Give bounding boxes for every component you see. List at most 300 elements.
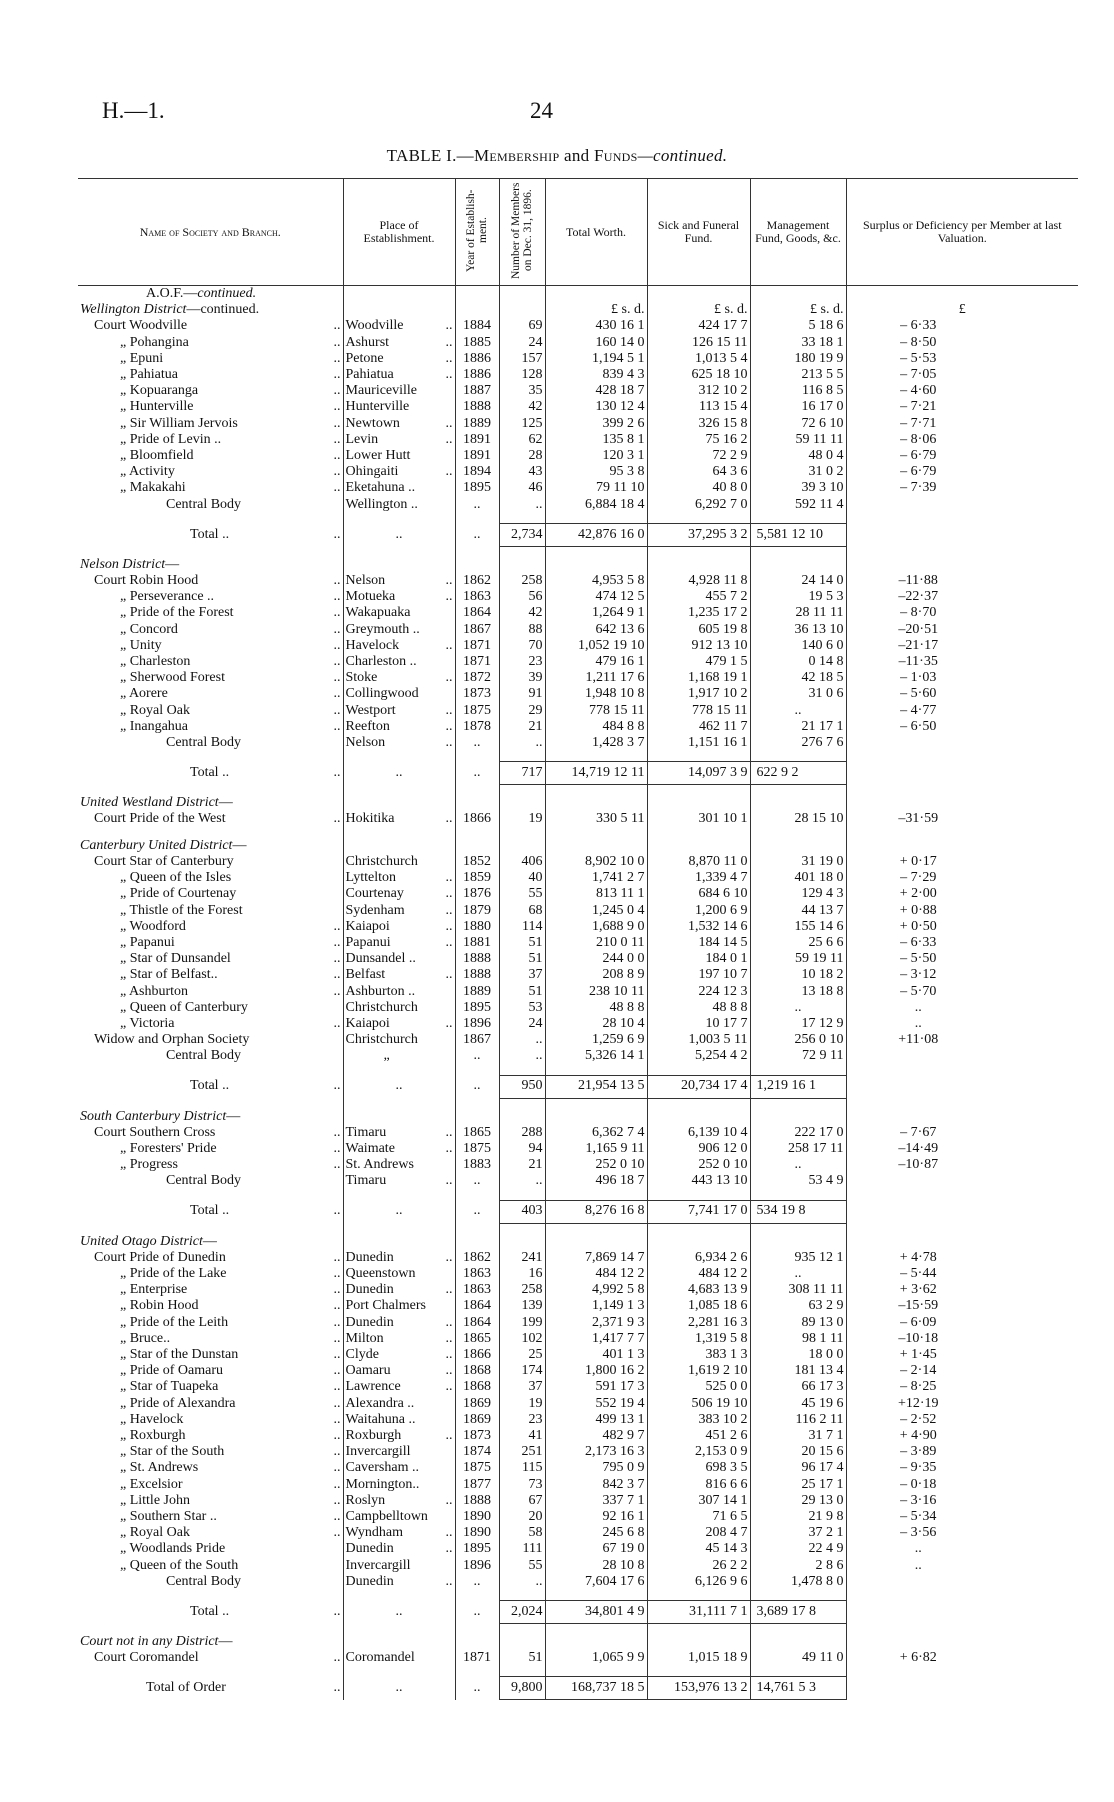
total-worth: 6,362 7 4 [545, 1125, 647, 1141]
spacer-cell [647, 828, 750, 838]
branch-row [78, 1000, 1078, 1016]
branch-place: Lawrence .. [343, 1379, 455, 1395]
member-count: 39 [499, 670, 545, 686]
year-established: 1880 [455, 919, 499, 935]
branch-row [78, 1298, 1078, 1314]
spacer-cell [545, 1624, 647, 1635]
empty-cell [647, 795, 750, 811]
total-worth: 42,876 16 0 [545, 523, 647, 546]
member-count: 29 [499, 703, 545, 719]
branch-place: Dunedin .. [343, 1250, 455, 1266]
year-established: 1881 [455, 935, 499, 951]
empty-cell [455, 1234, 499, 1250]
surplus-deficiency: – 5·70 [846, 984, 1078, 1000]
year-established: 1867 [455, 1032, 499, 1048]
surplus-deficiency: – 7·39 [846, 480, 1078, 496]
spacer-cell [846, 1223, 1078, 1234]
total-worth: 95 3 8 [545, 464, 647, 480]
year-established: .. [455, 1574, 499, 1590]
total-worth: 1,417 7 7 [545, 1331, 647, 1347]
spacer-cell [545, 1065, 647, 1076]
empty-cell [545, 557, 647, 573]
total-worth: 1,052 19 10 [545, 638, 647, 654]
spacer-cell [545, 785, 647, 796]
year-established: 1871 [455, 654, 499, 670]
col-header-year: Year of Establish-ment. [455, 179, 499, 286]
spacer-cell [343, 828, 455, 838]
spacer-cell [750, 1590, 846, 1601]
branch-row [78, 1396, 1078, 1412]
member-count: 125 [499, 416, 545, 432]
empty-cell [499, 838, 545, 854]
branch-row [78, 367, 1078, 383]
management-fund: 19 5 3 [750, 589, 846, 605]
branch-row [78, 1444, 1078, 1460]
branch-place: Waitahuna .. [343, 1412, 455, 1428]
branch-place: Collingwood [343, 686, 455, 702]
sick-funeral-fund: 698 3 5 [647, 1460, 750, 1476]
management-fund: 39 3 10 [750, 480, 846, 496]
empty-cell [455, 302, 499, 318]
branch-place: Lyttelton .. [343, 870, 455, 886]
spacer-cell [545, 1590, 647, 1601]
branch-row [78, 886, 1078, 902]
management-fund: 18 0 0 [750, 1347, 846, 1363]
spacer-cell [78, 1098, 343, 1109]
branch-row [78, 984, 1078, 1000]
branch-name: Central Body [166, 1573, 242, 1589]
total-worth: 34,801 4 9 [545, 1601, 647, 1624]
branch-place: Caversham .. [343, 1460, 455, 1476]
total-management-fund: 5,581 12 10 [750, 523, 846, 546]
surplus-deficiency: + 6·82 [846, 1650, 1078, 1666]
sick-funeral-fund: 326 15 8 [647, 416, 750, 432]
total-worth: 2,371 9 3 [545, 1315, 647, 1331]
table-header-row [78, 179, 1078, 286]
member-count: .. [499, 1048, 545, 1064]
management-fund: 13 18 8 [750, 984, 846, 1000]
management-fund: .. [750, 1266, 846, 1282]
branch-place: „ [343, 1048, 455, 1064]
branch-name: „ Star of the Dunstan .. [120, 1346, 341, 1362]
management-fund: 116 8 5 [750, 383, 846, 399]
surplus-deficiency: –15·59 [846, 1298, 1078, 1314]
district-heading-row [78, 302, 1078, 318]
member-count: 43 [499, 464, 545, 480]
spacer-cell [545, 751, 647, 762]
branch-row [78, 1048, 1078, 1064]
sick-funeral-fund: 6,292 7 0 [647, 497, 750, 513]
total-worth: 430 16 1 [545, 318, 647, 334]
branch-name: „ Kopuaranga .. [120, 383, 341, 399]
branch-name: „ Woodlands Pride [120, 1541, 226, 1557]
sick-funeral-fund: 1,339 4 7 [647, 870, 750, 886]
total-worth: 135 8 1 [545, 432, 647, 448]
spacer-cell [343, 1624, 455, 1635]
year-established: 1865 [455, 1125, 499, 1141]
year-established: 1863 [455, 1282, 499, 1298]
surplus-deficiency: + 3·62 [846, 1282, 1078, 1298]
spacer-cell [647, 1223, 750, 1234]
branch-name: Court Pride of the West .. [94, 811, 341, 827]
empty-cell [499, 1109, 545, 1125]
total-management-fund: 534 19 8 [750, 1200, 846, 1223]
management-fund: 89 13 0 [750, 1315, 846, 1331]
branch-place: Petone .. [343, 351, 455, 367]
total-worth: 484 8 8 [545, 719, 647, 735]
year-established: 1883 [455, 1157, 499, 1173]
branch-place: Christchurch [343, 1032, 455, 1048]
management-fund: 21 17 1 [750, 719, 846, 735]
total-worth: 1,741 2 7 [545, 870, 647, 886]
total-members: 2,024 [499, 1601, 545, 1624]
management-fund: 29 13 0 [750, 1493, 846, 1509]
branch-row [78, 1141, 1078, 1157]
sick-funeral-fund: 126 15 11 [647, 335, 750, 351]
management-fund: 36 13 10 [750, 622, 846, 638]
branch-row [78, 951, 1078, 967]
branch-name: Court Star of Canterbury [94, 853, 234, 869]
branch-place: Courtenay .. [343, 886, 455, 902]
spacer-cell [846, 1190, 1078, 1201]
branch-row [78, 399, 1078, 415]
branch-name: „ Excelsior .. [120, 1476, 341, 1492]
spacer-cell [455, 828, 499, 838]
surplus-deficiency: – 6·33 [846, 935, 1078, 951]
year-established: 1889 [455, 984, 499, 1000]
branch-row [78, 1347, 1078, 1363]
sick-funeral-fund: 383 1 3 [647, 1347, 750, 1363]
sick-funeral-fund: 1,151 16 1 [647, 735, 750, 751]
total-worth: 238 10 11 [545, 984, 647, 1000]
total-worth: 552 19 4 [545, 1396, 647, 1412]
grand-total-year: .. [455, 1677, 499, 1700]
total-place: .. [343, 523, 455, 546]
total-worth: 14,719 12 11 [545, 762, 647, 785]
member-count: 67 [499, 1493, 545, 1509]
empty-cell [846, 1109, 1078, 1125]
branch-place: Dunsandel .. [343, 951, 455, 967]
management-fund: .. [750, 703, 846, 719]
branch-name: „ St. Andrews .. [120, 1460, 341, 1476]
branch-name: „ Pride of Courtenay [120, 886, 237, 902]
branch-name: „ Pride of Oamaru .. [120, 1363, 341, 1379]
branch-name: „ Makakahi .. [120, 480, 341, 496]
year-established: 1864 [455, 605, 499, 621]
year-established: 1887 [455, 383, 499, 399]
district-heading: Nelson District— [80, 556, 180, 572]
management-fund: 44 13 7 [750, 903, 846, 919]
spacer-cell [647, 1065, 750, 1076]
spacer-cell [545, 1223, 647, 1234]
unit-mgmt: £ s. d. [750, 302, 846, 318]
spacer-cell [343, 513, 455, 524]
branch-name: „ Royal Oak .. [120, 1525, 341, 1541]
management-fund: 592 11 4 [750, 497, 846, 513]
total-worth: 8,902 10 0 [545, 854, 647, 870]
management-fund: 66 17 3 [750, 1379, 846, 1395]
sick-funeral-fund: 64 3 6 [647, 464, 750, 480]
total-worth: 160 14 0 [545, 335, 647, 351]
spacer-row [78, 513, 1078, 524]
sick-funeral-fund: 525 0 0 [647, 1379, 750, 1395]
total-place: .. [343, 1075, 455, 1098]
sick-funeral-fund: 208 4 7 [647, 1525, 750, 1541]
branch-name: „ Queen of the Isles [120, 870, 232, 886]
year-established: 1871 [455, 1650, 499, 1666]
member-count: .. [499, 1173, 545, 1189]
branch-name: Central Body [166, 735, 242, 751]
sick-funeral-fund: 4,928 11 8 [647, 573, 750, 589]
year-established: 1875 [455, 703, 499, 719]
branch-row [78, 935, 1078, 951]
spacer-cell [750, 546, 846, 557]
branch-name: „ Inangahua .. [120, 718, 341, 734]
total-worth: 210 0 11 [545, 935, 647, 951]
surplus-deficiency: + 4·90 [846, 1428, 1078, 1444]
sick-funeral-fund: 40 8 0 [647, 480, 750, 496]
total-label: Total .. .. [190, 765, 341, 781]
member-count: 56 [499, 589, 545, 605]
empty-cell [499, 302, 545, 318]
spacer-cell [343, 1190, 455, 1201]
surplus-deficiency: + 1·45 [846, 1347, 1078, 1363]
surplus-deficiency: – 6·79 [846, 448, 1078, 464]
district-heading: United Otago District— [80, 1233, 217, 1249]
empty-cell [750, 1109, 846, 1125]
grand-total-sick-fund: 153,976 13 2 [647, 1677, 750, 1700]
unit-surplus: £ [846, 302, 1078, 318]
sick-funeral-fund: 48 8 8 [647, 1000, 750, 1016]
member-count: 23 [499, 654, 545, 670]
management-fund: 21 9 8 [750, 1509, 846, 1525]
sick-funeral-fund: 1,015 18 9 [647, 1650, 750, 1666]
total-sick-fund: 37,295 3 2 [647, 523, 750, 546]
sick-funeral-fund: 45 14 3 [647, 1541, 750, 1557]
spacer-cell [750, 513, 846, 524]
member-count: 51 [499, 984, 545, 1000]
total-worth: 499 13 1 [545, 1412, 647, 1428]
sick-funeral-fund: 1,003 5 11 [647, 1032, 750, 1048]
branch-row [78, 919, 1078, 935]
total-worth: 1,211 17 6 [545, 670, 647, 686]
spacer-cell [455, 513, 499, 524]
col-header-place: Place of Establishment. [343, 179, 455, 286]
management-fund: 25 6 6 [750, 935, 846, 951]
total-worth: 2,173 16 3 [545, 1444, 647, 1460]
col-header-total-worth: Total Worth. [545, 179, 647, 286]
management-fund: 22 4 9 [750, 1541, 846, 1557]
col-header-society: Name of Society and Branch. [78, 179, 343, 286]
member-count: 55 [499, 1558, 545, 1574]
total-worth: 479 16 1 [545, 654, 647, 670]
member-count: 199 [499, 1315, 545, 1331]
surplus-deficiency: – 8·50 [846, 335, 1078, 351]
spacer-cell [343, 1666, 455, 1677]
member-count: 46 [499, 480, 545, 496]
spacer-cell [499, 1190, 545, 1201]
spacer-cell [545, 1190, 647, 1201]
branch-name: „ Charleston .. [120, 654, 341, 670]
year-established: 1869 [455, 1412, 499, 1428]
spacer-cell [499, 1065, 545, 1076]
spacer-cell [78, 513, 343, 524]
management-fund: 31 0 6 [750, 686, 846, 702]
branch-name: „ Pride of the Forest .. [120, 605, 341, 621]
branch-row [78, 464, 1078, 480]
member-count: 42 [499, 605, 545, 621]
branch-row [78, 1650, 1078, 1666]
branch-place: Dunedin .. [343, 1282, 455, 1298]
spacer-cell [78, 751, 343, 762]
spacer-cell [455, 546, 499, 557]
branch-name: Central Body [166, 496, 242, 512]
membership-funds-table [78, 178, 1078, 1700]
branch-place: Reefton .. [343, 719, 455, 735]
year-established: .. [455, 1173, 499, 1189]
branch-row [78, 1460, 1078, 1476]
total-worth: 1,245 0 4 [545, 903, 647, 919]
surplus-deficiency: – 2·14 [846, 1363, 1078, 1379]
year-established: 1868 [455, 1363, 499, 1379]
total-worth: 48 8 8 [545, 1000, 647, 1016]
surplus-deficiency: – 8·06 [846, 432, 1078, 448]
empty-cell [499, 1634, 545, 1650]
sick-funeral-fund: 1,532 14 6 [647, 919, 750, 935]
management-fund: 155 14 6 [750, 919, 846, 935]
branch-name: „ Little John .. [120, 1492, 341, 1508]
spacer-cell [750, 828, 846, 838]
district-total-row [78, 762, 1078, 785]
page-number: 24 [530, 98, 553, 123]
total-sick-fund: 20,734 17 4 [647, 1075, 750, 1098]
total-label: Total .. .. [190, 1203, 341, 1219]
surplus-deficiency: .. [846, 1016, 1078, 1032]
year-established: 1868 [455, 1379, 499, 1395]
branch-place: Kaiapoi .. [343, 919, 455, 935]
sick-funeral-fund: 184 14 5 [647, 935, 750, 951]
branch-name: „ Pohangina .. [120, 334, 341, 350]
spacer-cell [499, 751, 545, 762]
management-fund: .. [750, 1000, 846, 1016]
empty-cell [455, 1109, 499, 1125]
year-established: 1886 [455, 351, 499, 367]
branch-row [78, 1525, 1078, 1541]
management-fund: 53 4 9 [750, 1173, 846, 1189]
total-year: .. [455, 762, 499, 785]
spacer-cell [343, 1098, 455, 1109]
management-fund: 33 18 1 [750, 335, 846, 351]
management-fund: 63 2 9 [750, 1298, 846, 1314]
total-worth: 778 15 11 [545, 703, 647, 719]
branch-place: Roxburgh .. [343, 1428, 455, 1444]
spacer-cell [78, 1065, 343, 1076]
year-established: 1864 [455, 1298, 499, 1314]
sick-funeral-fund: 424 17 7 [647, 318, 750, 334]
spacer-cell [647, 513, 750, 524]
spacer-row [78, 1624, 1078, 1635]
spacer-cell [499, 785, 545, 796]
spacer-cell [78, 1190, 343, 1201]
branch-row [78, 1574, 1078, 1590]
branch-place: Queenstown [343, 1266, 455, 1282]
year-established: 1863 [455, 1266, 499, 1282]
member-count: .. [499, 735, 545, 751]
branch-name: Central Body [166, 1048, 242, 1064]
branch-name: Court Southern Cross .. [94, 1124, 341, 1140]
spacer-cell [846, 1666, 1078, 1677]
branch-place: Invercargill [343, 1558, 455, 1574]
spacer-cell [647, 1190, 750, 1201]
branch-place: Wakapuaka [343, 605, 455, 621]
empty-cell [846, 795, 1078, 811]
year-established: 1895 [455, 1541, 499, 1557]
member-count: .. [499, 497, 545, 513]
branch-row [78, 719, 1078, 735]
spacer-row [78, 828, 1078, 838]
year-established: 1871 [455, 638, 499, 654]
branch-row [78, 1250, 1078, 1266]
empty-cell [647, 1234, 750, 1250]
surplus-deficiency: – 8·25 [846, 1379, 1078, 1395]
member-count: 115 [499, 1460, 545, 1476]
management-fund: 140 6 0 [750, 638, 846, 654]
sick-funeral-fund: 113 15 4 [647, 399, 750, 415]
branch-name: „ Papanui .. [120, 934, 341, 950]
branch-row [78, 605, 1078, 621]
member-count: 174 [499, 1363, 545, 1379]
member-count: 128 [499, 367, 545, 383]
surplus-deficiency: .. [846, 1558, 1078, 1574]
total-worth: 4,953 5 8 [545, 573, 647, 589]
grand-total-worth: 168,737 18 5 [545, 1677, 647, 1700]
branch-row [78, 1173, 1078, 1189]
member-count: 88 [499, 622, 545, 638]
col-header-sick-fund: Sick and Funeral Fund. [647, 179, 750, 286]
member-count: 258 [499, 573, 545, 589]
total-worth: 28 10 4 [545, 1016, 647, 1032]
surplus-deficiency: – 7·71 [846, 416, 1078, 432]
management-fund: 17 12 9 [750, 1016, 846, 1032]
surplus-deficiency: – 6·09 [846, 1315, 1078, 1331]
sick-funeral-fund: 1,235 17 2 [647, 605, 750, 621]
empty-cell [846, 557, 1078, 573]
spacer-cell [647, 1098, 750, 1109]
member-count: 16 [499, 1266, 545, 1282]
spacer-cell [455, 1666, 499, 1677]
spacer-cell [343, 785, 455, 796]
management-fund: 25 17 1 [750, 1477, 846, 1493]
total-worth: 1,149 1 3 [545, 1298, 647, 1314]
grand-total-members: 9,800 [499, 1677, 545, 1700]
surplus-deficiency: – 2·52 [846, 1412, 1078, 1428]
unit-worth: £ s. d. [545, 302, 647, 318]
branch-row [78, 1266, 1078, 1282]
total-worth: 1,688 9 0 [545, 919, 647, 935]
empty-cell [545, 286, 647, 303]
management-fund: 45 19 6 [750, 1396, 846, 1412]
year-established: 1891 [455, 448, 499, 464]
branch-place: Newtown .. [343, 416, 455, 432]
unit-sick: £ s. d. [647, 302, 750, 318]
district-heading-row [78, 557, 1078, 573]
branch-name: „ Unity .. [120, 637, 341, 653]
branch-place: Campbelltown [343, 1509, 455, 1525]
member-count: 25 [499, 1347, 545, 1363]
management-fund: 31 0 2 [750, 464, 846, 480]
sick-funeral-fund: 301 10 1 [647, 811, 750, 827]
empty-cell [750, 795, 846, 811]
